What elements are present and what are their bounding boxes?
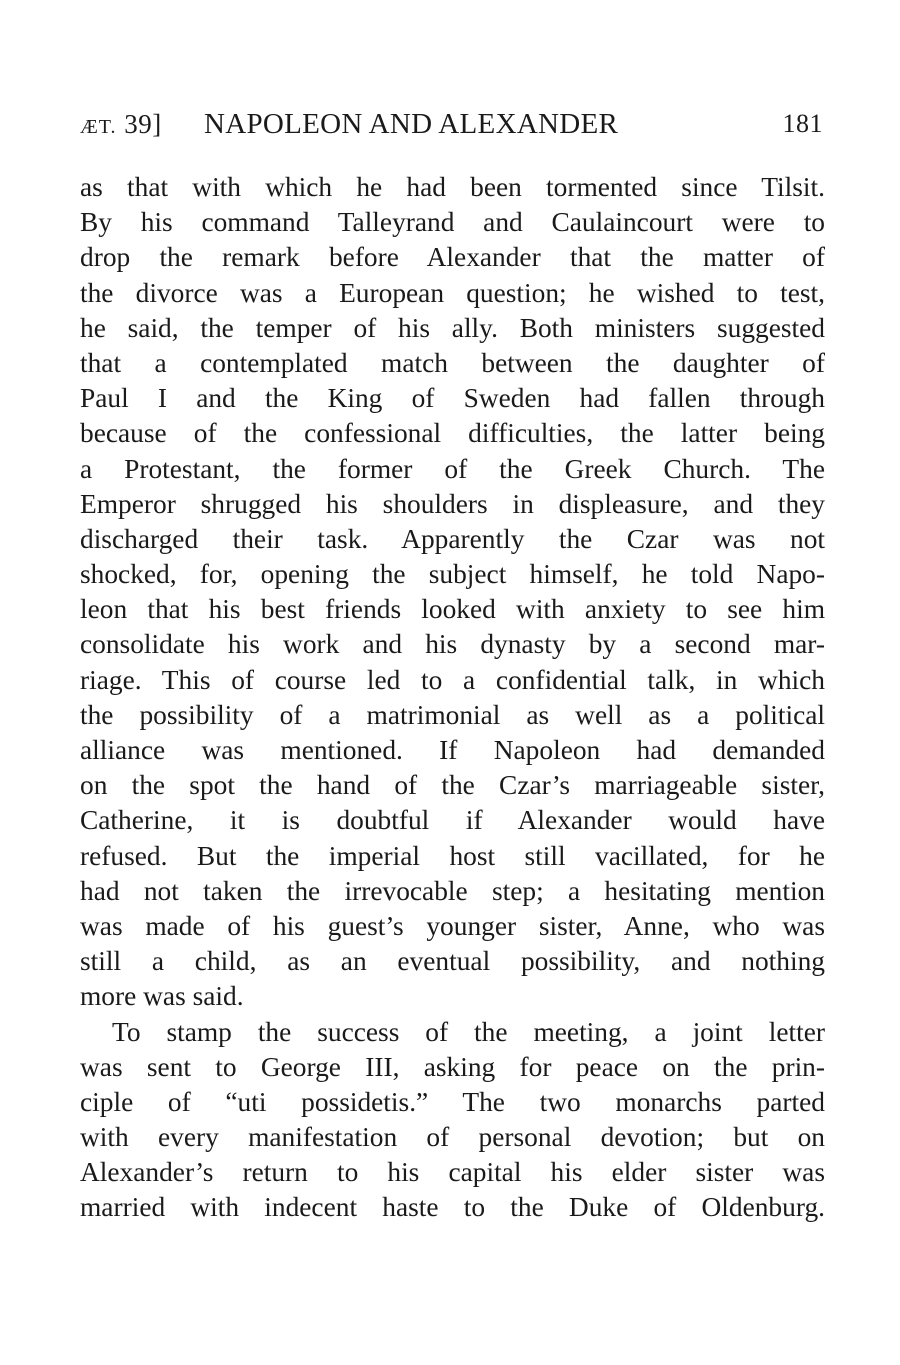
- running-head-title: NAPOLEON AND ALEXANDER: [204, 108, 619, 140]
- text-line: discharged their task. Apparently the Czar was not: [80, 523, 825, 554]
- text-line: a Protestant, the former of the Greek Church. The: [80, 453, 825, 484]
- paragraph-first-line: To stamp the success of the meeting, a joint letter: [112, 1016, 825, 1047]
- text-line: Emperor shrugged his shoulders in displeasure, and they: [80, 488, 825, 519]
- age-number: 39]: [124, 109, 162, 139]
- running-head: [80, 100, 825, 150]
- text-line: the divorce was a European question; he wished to test,: [80, 277, 825, 308]
- text-line: the possibility of a matrimonial as well as a political: [80, 699, 825, 730]
- paragraph-last-line: more was said.: [80, 981, 244, 1012]
- text-line: still a child, as an eventual possibility, and nothing: [80, 946, 825, 977]
- text-line: with every manifestation of personal devotion; but on: [80, 1122, 825, 1153]
- body-text: [80, 170, 825, 1226]
- aet-abbrev: ÆT.: [80, 116, 117, 138]
- text-line: was sent to George III, asking for peace on the prin-: [80, 1051, 825, 1082]
- text-line: on the spot the hand of the Czar’s marriageable sister,: [80, 770, 825, 801]
- text-line: because of the confessional difficulties, the latter being: [80, 418, 825, 449]
- text-line: Paul I and the King of Sweden had fallen through: [80, 383, 825, 414]
- text-line: married with indecent haste to the Duke of Oldenburg.: [80, 1192, 825, 1223]
- text-line: refused. But the imperial host still vacillated, for he: [80, 840, 825, 871]
- text-line: as that with which he had been tormented since Tilsit.: [80, 172, 825, 202]
- text-line: drop the remark before Alexander that the matter of: [80, 242, 825, 273]
- text-line: leon that his best friends looked with anxiety to see him: [80, 594, 825, 625]
- text-line: alliance was mentioned. If Napoleon had demanded: [80, 735, 825, 765]
- text-line: ciple of “uti possidetis.” The two monarchs parted: [80, 1086, 825, 1117]
- text-line: By his command Talleyrand and Caulaincourt were to: [80, 207, 825, 238]
- running-head-age: [80, 100, 162, 151]
- text-line: consolidate his work and his dynasty by a second mar-: [80, 629, 825, 660]
- page-number: 181: [782, 109, 823, 138]
- text-line: Alexander’s return to his capital his elder sister was: [80, 1157, 825, 1188]
- text-line: shocked, for, opening the subject himself, he told Napo-: [80, 559, 825, 590]
- text-line: he said, the temper of his ally. Both ministers suggested: [80, 312, 825, 343]
- text-line: riage. This of course led to a confidential talk, in which: [80, 664, 825, 695]
- text-line: had not taken the irrevocable step; a hesitating mention: [80, 875, 825, 906]
- text-line: was made of his guest’s younger sister, Anne, who was: [80, 910, 825, 941]
- book-page: [80, 100, 825, 1226]
- text-line: Catherine, it is doubtful if Alexander would have: [80, 805, 825, 836]
- text-line: that a contemplated match between the daughter of: [80, 347, 825, 378]
